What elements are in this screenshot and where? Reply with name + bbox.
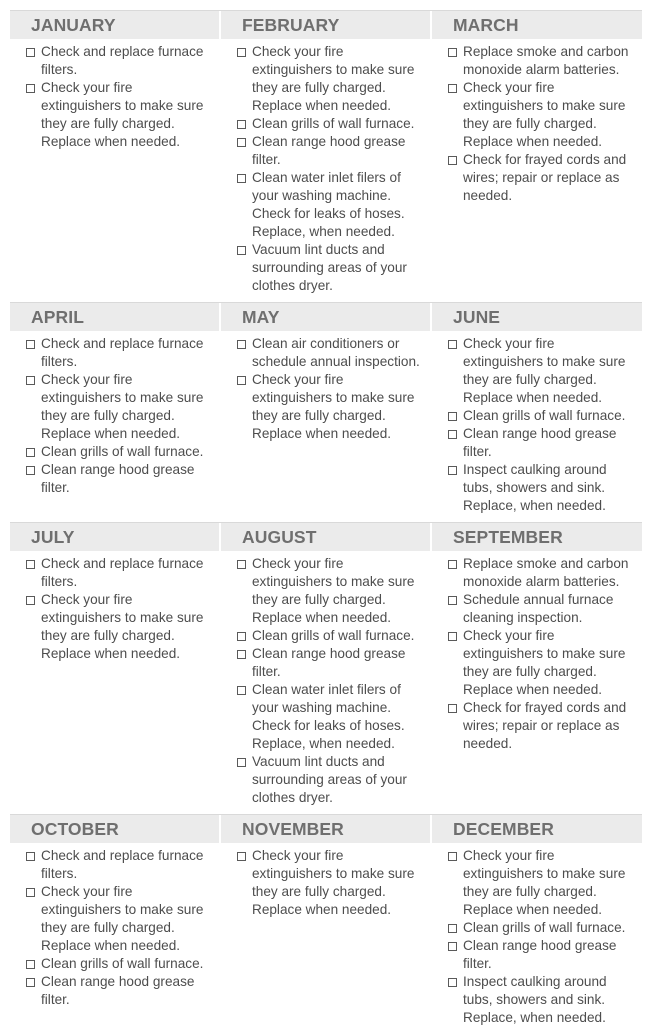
task-text: Check your fire extinguishers to make sure they are fully charged. Replace when needed.: [463, 80, 626, 149]
checklist-item: [10, 79, 219, 151]
checkbox-icon[interactable]: [237, 650, 246, 659]
checklist-item: [221, 241, 430, 295]
task-list: [10, 555, 219, 663]
checklist-item: [10, 973, 219, 1009]
task-text: Check and replace furnace filters.: [41, 848, 204, 881]
checklist-item: [432, 973, 642, 1027]
task-text: Check and replace furnace filters.: [41, 556, 204, 589]
task-text: Clean air conditioners or schedule annual inspection.: [252, 336, 420, 369]
checklist-item: [221, 555, 430, 627]
checklist-item: [432, 847, 642, 919]
checklist-item: [221, 627, 430, 645]
checklist-item: [432, 43, 642, 79]
month-card-october: [10, 815, 219, 1009]
task-text: Check your fire extinguishers to make sure they are fully charged. Replace when needed.: [41, 884, 204, 953]
checklist-item: [432, 699, 642, 753]
checkbox-icon[interactable]: [237, 632, 246, 641]
task-list: [432, 335, 642, 515]
month-heading: APRIL: [10, 303, 219, 331]
checkbox-icon[interactable]: [237, 340, 246, 349]
checklist-item: [10, 43, 219, 79]
checkbox-icon[interactable]: [237, 120, 246, 129]
month-heading: SEPTEMBER: [432, 523, 642, 551]
checkbox-icon[interactable]: [26, 448, 35, 457]
task-text: Check and replace furnace filters.: [41, 336, 204, 369]
task-text: Check for frayed cords and wires; repair or replace as needed.: [463, 152, 627, 203]
month-heading: OCTOBER: [10, 815, 219, 843]
task-text: Inspect caulking around tubs, showers and sink. Replace, when needed.: [463, 462, 607, 513]
task-text: Check your fire extinguishers to make sure they are fully charged. Replace when needed.: [463, 336, 626, 405]
month-card-january: [10, 11, 219, 151]
task-text: Check your fire extinguishers to make sure they are fully charged. Replace when needed.: [252, 848, 415, 917]
month-card-march: [432, 11, 642, 205]
checklist-item: [221, 43, 430, 115]
checklist-item: [432, 937, 642, 973]
month-heading: JULY: [10, 523, 219, 551]
task-text: Check your fire extinguishers to make sure they are fully charged. Replace when needed.: [41, 592, 204, 661]
task-text: Replace smoke and carbon monoxide alarm batteries.: [463, 44, 629, 77]
task-text: Clean grills of wall furnace.: [41, 444, 204, 459]
checklist-item: [432, 627, 642, 699]
checklist-item: [432, 407, 642, 425]
checklist-item: [10, 591, 219, 663]
task-text: Clean range hood grease filter.: [41, 462, 195, 495]
month-heading: JANUARY: [10, 11, 219, 39]
checkbox-icon[interactable]: [237, 852, 246, 861]
task-text: Clean range hood grease filter.: [252, 134, 406, 167]
checkbox-icon[interactable]: [448, 466, 457, 475]
checkbox-icon[interactable]: [237, 376, 246, 385]
month-card-december: [432, 815, 642, 1027]
task-text: Schedule annual furnace cleaning inspection.: [463, 592, 614, 625]
checkbox-icon[interactable]: [237, 138, 246, 147]
task-list: [432, 847, 642, 1027]
task-text: Inspect caulking around tubs, showers and sink. Replace, when needed.: [463, 974, 607, 1025]
month-card-may: [221, 303, 430, 443]
task-text: Check your fire extinguishers to make sure they are fully charged. Replace when needed.: [252, 372, 415, 441]
checkbox-icon[interactable]: [448, 156, 457, 165]
checklist-item: [221, 753, 430, 807]
task-text: Replace smoke and carbon monoxide alarm batteries.: [463, 556, 629, 589]
month-card-february: [221, 11, 430, 295]
checkbox-icon[interactable]: [26, 48, 35, 57]
checklist-item: [10, 443, 219, 461]
task-text: Clean range hood grease filter.: [41, 974, 195, 1007]
checkbox-icon[interactable]: [448, 340, 457, 349]
month-card-september: [432, 523, 642, 753]
checklist-item: [10, 461, 219, 497]
checklist-item: [221, 133, 430, 169]
month-card-november: [221, 815, 430, 919]
task-text: Check your fire extinguishers to make sure they are fully charged. Replace when needed.: [252, 556, 415, 625]
task-list: [10, 335, 219, 497]
month-card-august: [221, 523, 430, 807]
task-text: Clean grills of wall furnace.: [41, 956, 204, 971]
task-text: Clean grills of wall furnace.: [252, 116, 415, 131]
task-text: Check your fire extinguishers to make sure they are fully charged. Replace when needed.: [41, 80, 204, 149]
task-list: [10, 847, 219, 1009]
checkbox-icon[interactable]: [26, 466, 35, 475]
checkbox-icon[interactable]: [26, 888, 35, 897]
month-heading: FEBRUARY: [221, 11, 430, 39]
task-text: Vacuum lint ducts and surrounding areas of your clothes dryer.: [252, 242, 407, 293]
checkbox-icon[interactable]: [26, 560, 35, 569]
checkbox-icon[interactable]: [26, 960, 35, 969]
task-text: Clean grills of wall furnace.: [463, 920, 626, 935]
task-text: Clean grills of wall furnace.: [463, 408, 626, 423]
checklist-item: [10, 555, 219, 591]
checkbox-icon[interactable]: [26, 852, 35, 861]
checklist-item: [10, 371, 219, 443]
task-list: [221, 335, 430, 443]
checklist-item: [221, 847, 430, 919]
checkbox-icon[interactable]: [448, 48, 457, 57]
checkbox-icon[interactable]: [237, 48, 246, 57]
task-text: Check your fire extinguishers to make sure they are fully charged. Replace when needed.: [41, 372, 204, 441]
checkbox-icon[interactable]: [237, 560, 246, 569]
task-text: Check your fire extinguishers to make sure they are fully charged. Replace when needed.: [463, 628, 626, 697]
checklist-item: [221, 115, 430, 133]
checklist-item: [432, 461, 642, 515]
checkbox-icon[interactable]: [237, 686, 246, 695]
task-list: [221, 43, 430, 295]
month-heading: AUGUST: [221, 523, 430, 551]
checkbox-icon[interactable]: [448, 924, 457, 933]
task-text: Clean grills of wall furnace.: [252, 628, 415, 643]
checkbox-icon[interactable]: [237, 246, 246, 255]
checkbox-icon[interactable]: [448, 412, 457, 421]
checklist-item: [432, 591, 642, 627]
checkbox-icon[interactable]: [448, 942, 457, 951]
checkbox-icon[interactable]: [26, 376, 35, 385]
task-list: [221, 555, 430, 807]
checkbox-icon[interactable]: [237, 174, 246, 183]
task-text: Check for frayed cords and wires; repair or replace as needed.: [463, 700, 627, 751]
month-card-june: [432, 303, 642, 515]
task-text: Vacuum lint ducts and surrounding areas of your clothes dryer.: [252, 754, 407, 805]
task-text: Clean range hood grease filter.: [463, 938, 617, 971]
checklist-item: [432, 425, 642, 461]
task-text: Clean water inlet filers of your washing machine. Check for leaks of hoses. Replace, when needed.: [252, 682, 405, 751]
checklist-item: [10, 883, 219, 955]
checklist-item: [432, 919, 642, 937]
checkbox-icon[interactable]: [448, 852, 457, 861]
checklist-item: [432, 335, 642, 407]
checkbox-icon[interactable]: [448, 596, 457, 605]
month-heading: MARCH: [432, 11, 642, 39]
checkbox-icon[interactable]: [26, 978, 35, 987]
task-list: [10, 43, 219, 151]
checkbox-icon[interactable]: [26, 340, 35, 349]
month-heading: DECEMBER: [432, 815, 642, 843]
checklist-item: [10, 955, 219, 973]
checklist-item: [221, 681, 430, 753]
task-text: Check and replace furnace filters.: [41, 44, 204, 77]
checklist-item: [221, 169, 430, 241]
task-text: Check your fire extinguishers to make sure they are fully charged. Replace when needed.: [252, 44, 415, 113]
month-card-april: [10, 303, 219, 497]
checkbox-icon[interactable]: [448, 704, 457, 713]
task-text: Check your fire extinguishers to make sure they are fully charged. Replace when needed.: [463, 848, 626, 917]
checkbox-icon[interactable]: [448, 632, 457, 641]
task-list: [432, 43, 642, 205]
checklist-item: [432, 79, 642, 151]
checklist-item: [221, 371, 430, 443]
checkbox-icon[interactable]: [448, 978, 457, 987]
checkbox-icon[interactable]: [448, 84, 457, 93]
month-heading: NOVEMBER: [221, 815, 430, 843]
checkbox-icon[interactable]: [26, 84, 35, 93]
checklist-item: [10, 335, 219, 371]
checklist-item: [221, 645, 430, 681]
checklist-item: [432, 151, 642, 205]
checklist-item: [10, 847, 219, 883]
task-list: [432, 555, 642, 753]
month-card-july: [10, 523, 219, 663]
task-list: [221, 847, 430, 919]
checkbox-icon[interactable]: [237, 758, 246, 767]
checkbox-icon[interactable]: [448, 430, 457, 439]
checkbox-icon[interactable]: [26, 596, 35, 605]
task-text: Clean water inlet filers of your washing machine. Check for leaks of hoses. Replace, when needed.: [252, 170, 405, 239]
month-heading: MAY: [221, 303, 430, 331]
checklist-item: [432, 555, 642, 591]
task-text: Clean range hood grease filter.: [252, 646, 406, 679]
checklist-item: [221, 335, 430, 371]
task-text: Clean range hood grease filter.: [463, 426, 617, 459]
month-heading: JUNE: [432, 303, 642, 331]
checkbox-icon[interactable]: [448, 560, 457, 569]
